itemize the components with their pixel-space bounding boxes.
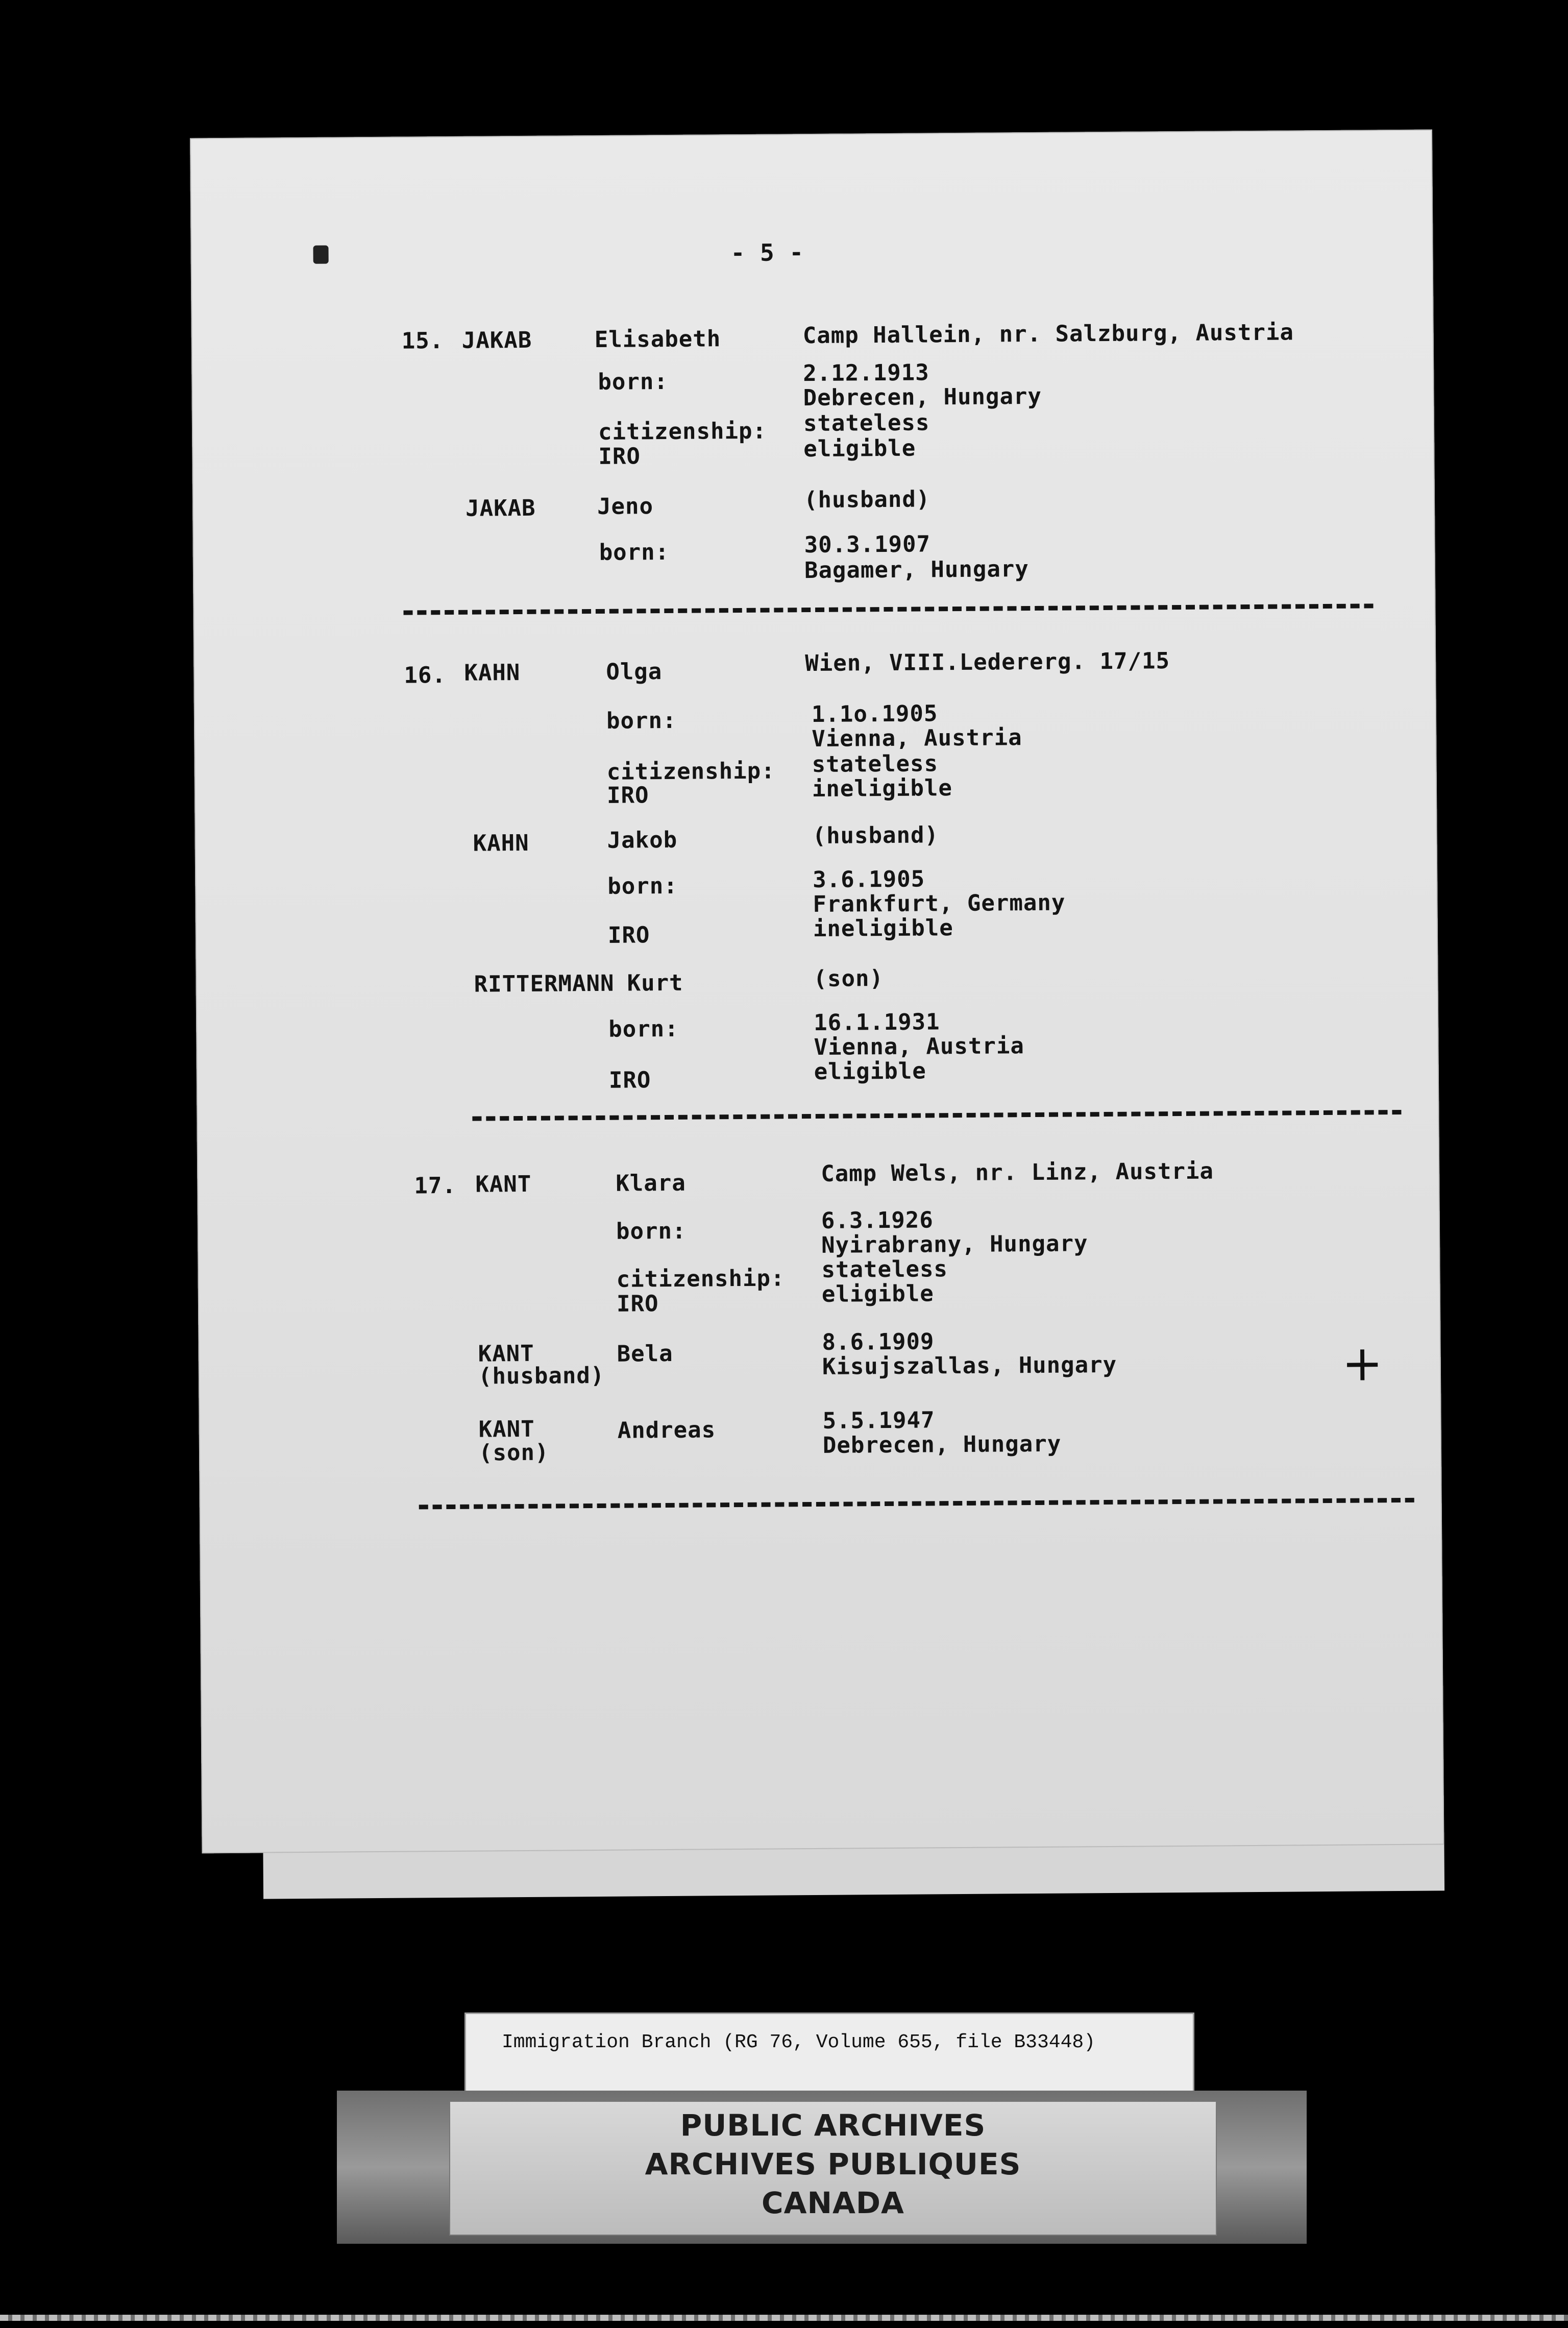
relative-given-name: Jakob bbox=[607, 827, 678, 854]
born-date: 1.1o.1905 bbox=[811, 700, 938, 728]
relative-born-place: Bagamer, Hungary bbox=[804, 556, 1029, 584]
entry-address: Wien, VIII.Ledererg. 17/15 bbox=[805, 648, 1170, 677]
born-date: 2.12.1913 bbox=[803, 359, 929, 387]
archives-stamp-strip bbox=[337, 2091, 1307, 2244]
relative-given-name: Kurt bbox=[627, 969, 683, 997]
citizenship-value: stateless bbox=[821, 1256, 948, 1283]
born-label: born: bbox=[606, 707, 677, 734]
margin-cross-mark: + bbox=[1341, 1335, 1383, 1392]
born-place: Nyirabrany, Hungary bbox=[821, 1230, 1088, 1258]
entry-surname: KAHN bbox=[464, 660, 521, 686]
iro-value: ineligible bbox=[812, 775, 953, 803]
relative-born-date: 3.6.1905 bbox=[813, 866, 925, 893]
entry-number: 16. bbox=[404, 662, 447, 689]
relative-given-name: Jeno bbox=[597, 493, 654, 520]
born-label: born: bbox=[598, 368, 669, 395]
born-label: born: bbox=[616, 1218, 687, 1245]
relative-iro-label: IRO bbox=[608, 1067, 651, 1094]
relative-given-name: Andreas bbox=[617, 1417, 716, 1444]
entry-separator bbox=[472, 1110, 1401, 1121]
page-bottom-edge bbox=[263, 1844, 1444, 1899]
punch-hole-mark bbox=[313, 246, 329, 264]
relative-iro-value: ineligible bbox=[813, 915, 953, 942]
entry-given-name: Elisabeth bbox=[594, 326, 721, 353]
relative-born-place: Debrecen, Hungary bbox=[822, 1430, 1062, 1459]
relative-born-date: 5.5.1947 bbox=[822, 1407, 935, 1434]
iro-value: eligible bbox=[821, 1280, 934, 1307]
entry-given-name: Klara bbox=[616, 1170, 686, 1197]
relative-relation: (husband) bbox=[812, 822, 939, 850]
relative-born-place: Frankfurt, Germany bbox=[813, 889, 1066, 918]
entry-address: Camp Hallein, nr. Salzburg, Austria bbox=[802, 319, 1294, 349]
relative-born-date: 16.1.1931 bbox=[813, 1009, 940, 1036]
entry-surname: KANT bbox=[475, 1171, 532, 1198]
document-page bbox=[190, 130, 1444, 1854]
entry-separator bbox=[403, 603, 1373, 615]
relative-relation: (husband) bbox=[478, 1362, 605, 1390]
entry-surname: JAKAB bbox=[461, 327, 532, 354]
entry-separator bbox=[419, 1498, 1414, 1510]
stamp-line-1: PUBLIC ARCHIVES bbox=[680, 2108, 986, 2143]
citizenship-label: citizenship: bbox=[598, 418, 767, 445]
entry-15 bbox=[190, 130, 1432, 584]
entry-given-name: Olga bbox=[606, 659, 663, 685]
citizenship-label: citizenship: bbox=[606, 758, 775, 785]
relative-surname: KANT bbox=[478, 1416, 535, 1443]
stamp-line-2: ARCHIVES PUBLIQUES bbox=[645, 2147, 1021, 2181]
iro-label: IRO bbox=[598, 443, 641, 470]
iro-label: IRO bbox=[616, 1291, 659, 1317]
relative-surname: JAKAB bbox=[465, 495, 536, 522]
relative-born-place: Vienna, Austria bbox=[814, 1033, 1025, 1061]
born-place: Debrecen, Hungary bbox=[803, 383, 1042, 411]
stamp-line-3: CANADA bbox=[762, 2186, 904, 2220]
relative-born-label: born: bbox=[607, 872, 678, 900]
relative-surname: KANT bbox=[478, 1340, 534, 1367]
relative-relation: (son) bbox=[478, 1439, 549, 1466]
relative-born-label: born: bbox=[599, 539, 670, 566]
entry-number: 17. bbox=[414, 1172, 457, 1199]
relative-born-date: 8.6.1909 bbox=[822, 1328, 935, 1355]
relative-relation: (husband) bbox=[803, 486, 930, 514]
relative-born-place: Kisujszallas, Hungary bbox=[822, 1351, 1117, 1380]
page-number: - 5 - bbox=[730, 238, 804, 267]
citizenship-value: stateless bbox=[803, 409, 930, 437]
citizenship-value: stateless bbox=[812, 750, 939, 778]
entry-number: 15. bbox=[401, 328, 444, 354]
archives-stamp bbox=[449, 2101, 1217, 2236]
born-place: Vienna, Austria bbox=[812, 724, 1022, 753]
iro-label: IRO bbox=[606, 782, 649, 809]
archive-caption-text: Immigration Branch (RG 76, Volume 655, file B33448) bbox=[502, 2031, 1095, 2053]
born-date: 6.3.1926 bbox=[821, 1207, 934, 1234]
relative-surname: RITTERMANN bbox=[474, 970, 615, 998]
entry-address: Camp Wels, nr. Linz, Austria bbox=[821, 1158, 1214, 1187]
relative-given-name: Bela bbox=[617, 1340, 673, 1367]
relative-iro-label: IRO bbox=[607, 922, 650, 949]
relative-born-date: 30.3.1907 bbox=[804, 531, 931, 559]
relative-iro-value: eligible bbox=[814, 1058, 926, 1085]
relative-surname: KAHN bbox=[473, 830, 529, 857]
citizenship-label: citizenship: bbox=[616, 1265, 785, 1293]
film-edge-strip bbox=[0, 2315, 1568, 2321]
relative-relation: (son) bbox=[813, 965, 884, 992]
relative-born-label: born: bbox=[608, 1015, 679, 1042]
iro-value: eligible bbox=[803, 435, 916, 463]
